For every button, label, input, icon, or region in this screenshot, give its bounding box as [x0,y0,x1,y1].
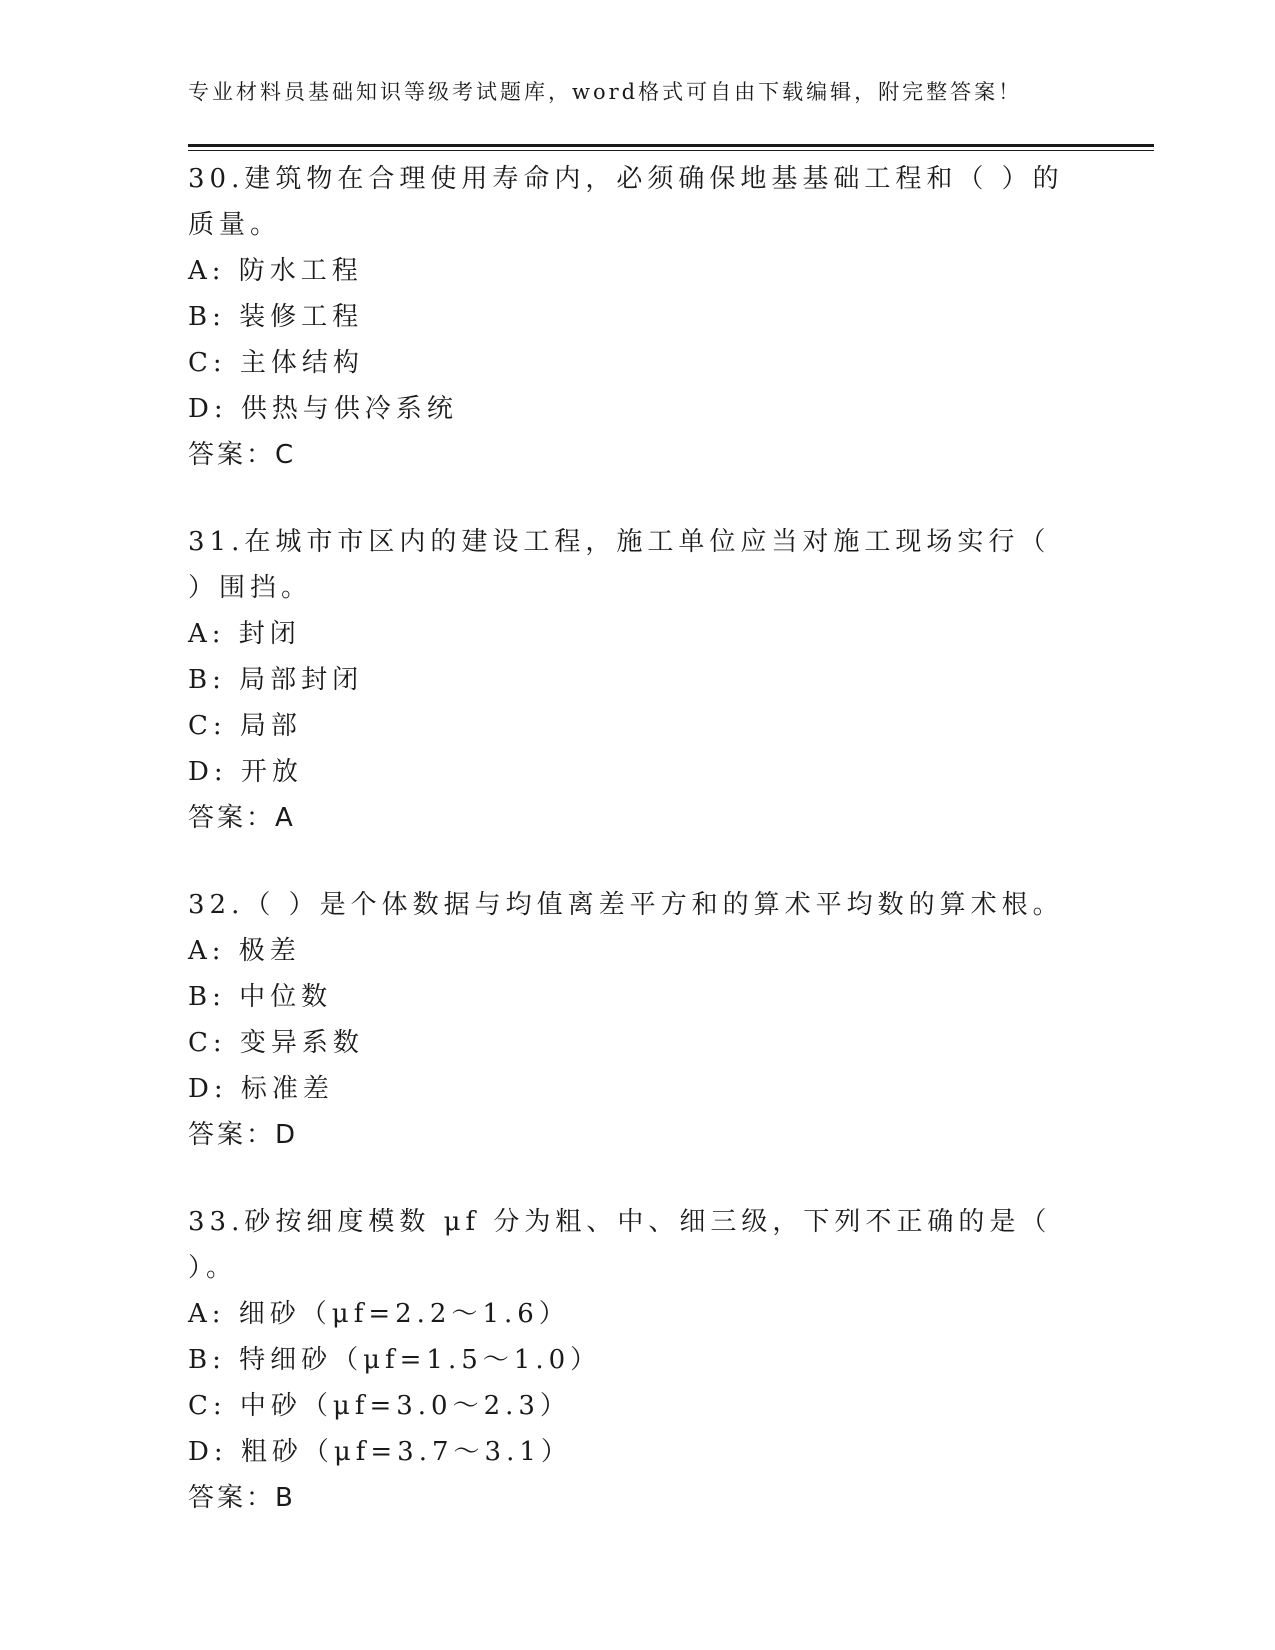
option-b: B: 特细砂（μf=1.5～1.0） [188,1345,602,1375]
answer: 答案：A [188,803,296,833]
page-header: 专业材料员基础知识等级考试题库，word格式可自由下载编辑，附完整答案！ [188,80,1023,104]
option-c: C: 局部 [188,711,302,741]
option-d: D: 标准差 [188,1074,334,1104]
question-30 [188,156,1068,478]
option-c: C: 主体结构 [188,348,364,378]
answer: 答案：B [188,1483,296,1513]
option-c: C: 中砂（μf=3.0～2.3） [188,1391,571,1421]
question-stem: 31.在城市市区内的建设工程，施工单位应当对施工现场实行（ ）围挡。 [188,527,1051,603]
question-33 [188,1199,1068,1521]
question-stem: 32.（ ）是个体数据与均值离差平方和的算术平均数的算术根。 [188,890,1064,920]
option-c: C: 变异系数 [188,1028,364,1058]
option-a: A: 封闭 [188,619,301,649]
option-b: B: 中位数 [188,982,333,1012]
question-stem: 30.建筑物在合理使用寿命内，必须确保地基基础工程和（ ）的质量。 [188,164,1064,240]
header-rule-thin [188,150,1154,151]
option-a: A: 防水工程 [188,256,363,286]
header-rule-thick [188,144,1154,147]
option-a: A: 极差 [188,936,301,966]
answer: 答案：C [188,440,297,470]
question-list [188,156,1068,1562]
option-b: B: 局部封闭 [188,665,364,695]
question-31 [188,519,1068,841]
option-a: A: 细砂（μf=2.2～1.6） [188,1299,570,1329]
answer: 答案：D [188,1120,299,1150]
option-d: D: 开放 [188,757,303,787]
question-stem: 33.砂按细度模数 μf 分为粗、中、细三级，下列不正确的是（ ）。 [188,1207,1052,1283]
option-b: B: 装修工程 [188,302,364,332]
option-d: D: 供热与供冷系统 [188,394,458,424]
option-d: D: 粗砂（μf=3.7～3.1） [188,1437,572,1467]
question-32 [188,882,1068,1158]
